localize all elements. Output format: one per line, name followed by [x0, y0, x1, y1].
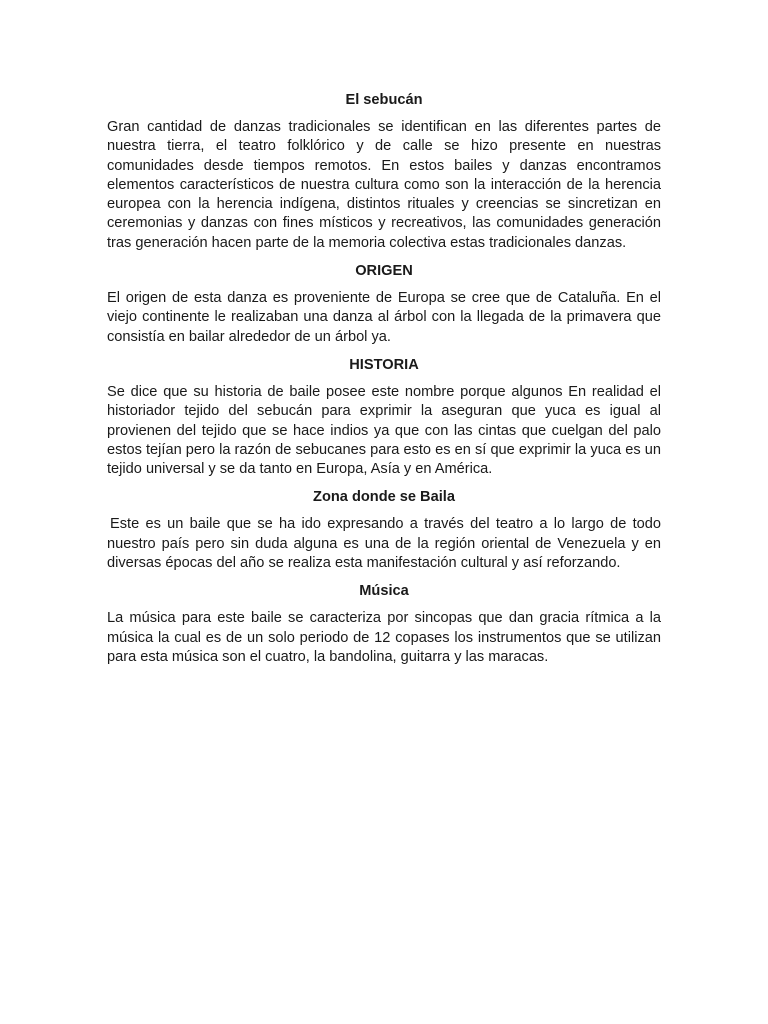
section-body-origen: El origen de esta danza es proveniente de Europa se cree que de Cataluña. En el viejo continente le realizaban una danza al árbol con la llegada de la primavera que consistía en bailar alrededor de un árbol ya.: [107, 290, 661, 345]
section-heading-origen: ORIGEN: [355, 263, 413, 280]
section-body-musica: La música para este baile se caracteriza por sincopas que dan gracia rítmica a la música la cual es de un solo periodo de 12 copases los instrumentos que se utilizan para esta música son el cuatro, la bandolina, guitarra y las maracas.: [107, 610, 661, 665]
section-heading-zona: Zona donde se Baila: [313, 489, 455, 506]
intro-paragraph: Gran cantidad de danzas tradicionales se identifican en las diferentes partes de nuestra tierra, el teatro folklórico y de calle se hizo presente en nuestras comunidades desde tiempos remotos. En estos bailes y danzas encontramos elementos característicos de nuestra cultura como son la interacción de la herencia europea con la herencia indígena, distintos rituales y creencias se sincretizan en ceremonias y danzas con fines místicos y recreativos, las comunidades generación tras generación hacen parte de la memoria colectiva estas tradicionales danzas.: [107, 119, 661, 251]
section-heading-historia: HISTORIA: [349, 356, 419, 373]
section-body-historia: Se dice que su historia de baile posee este nombre porque algunos En realidad el historiador tejido del sebucán para exprimir la aseguran que yuca es igual al provienen del tejido que se hace indios ya que con las cintas que cuelgan del palo estos tejían pero la razón de sebucanes para esto es en sí que exprimir la yuca es un tejido universal y se da tanto en Europa, Asía y en América.: [107, 383, 661, 478]
document-title: El sebucán: [345, 92, 423, 108]
section-body-zona: Este es un baile que se ha ido expresando a través del teatro a lo largo de todo nuestro país pero sin duda alguna es una de la región oriental de Venezuela y en diversas épocas del año se realiza esta manifestación cultural y así reforzando.: [107, 516, 661, 572]
section-heading-musica: Música: [359, 583, 409, 600]
document-page: [107, 91, 661, 676]
